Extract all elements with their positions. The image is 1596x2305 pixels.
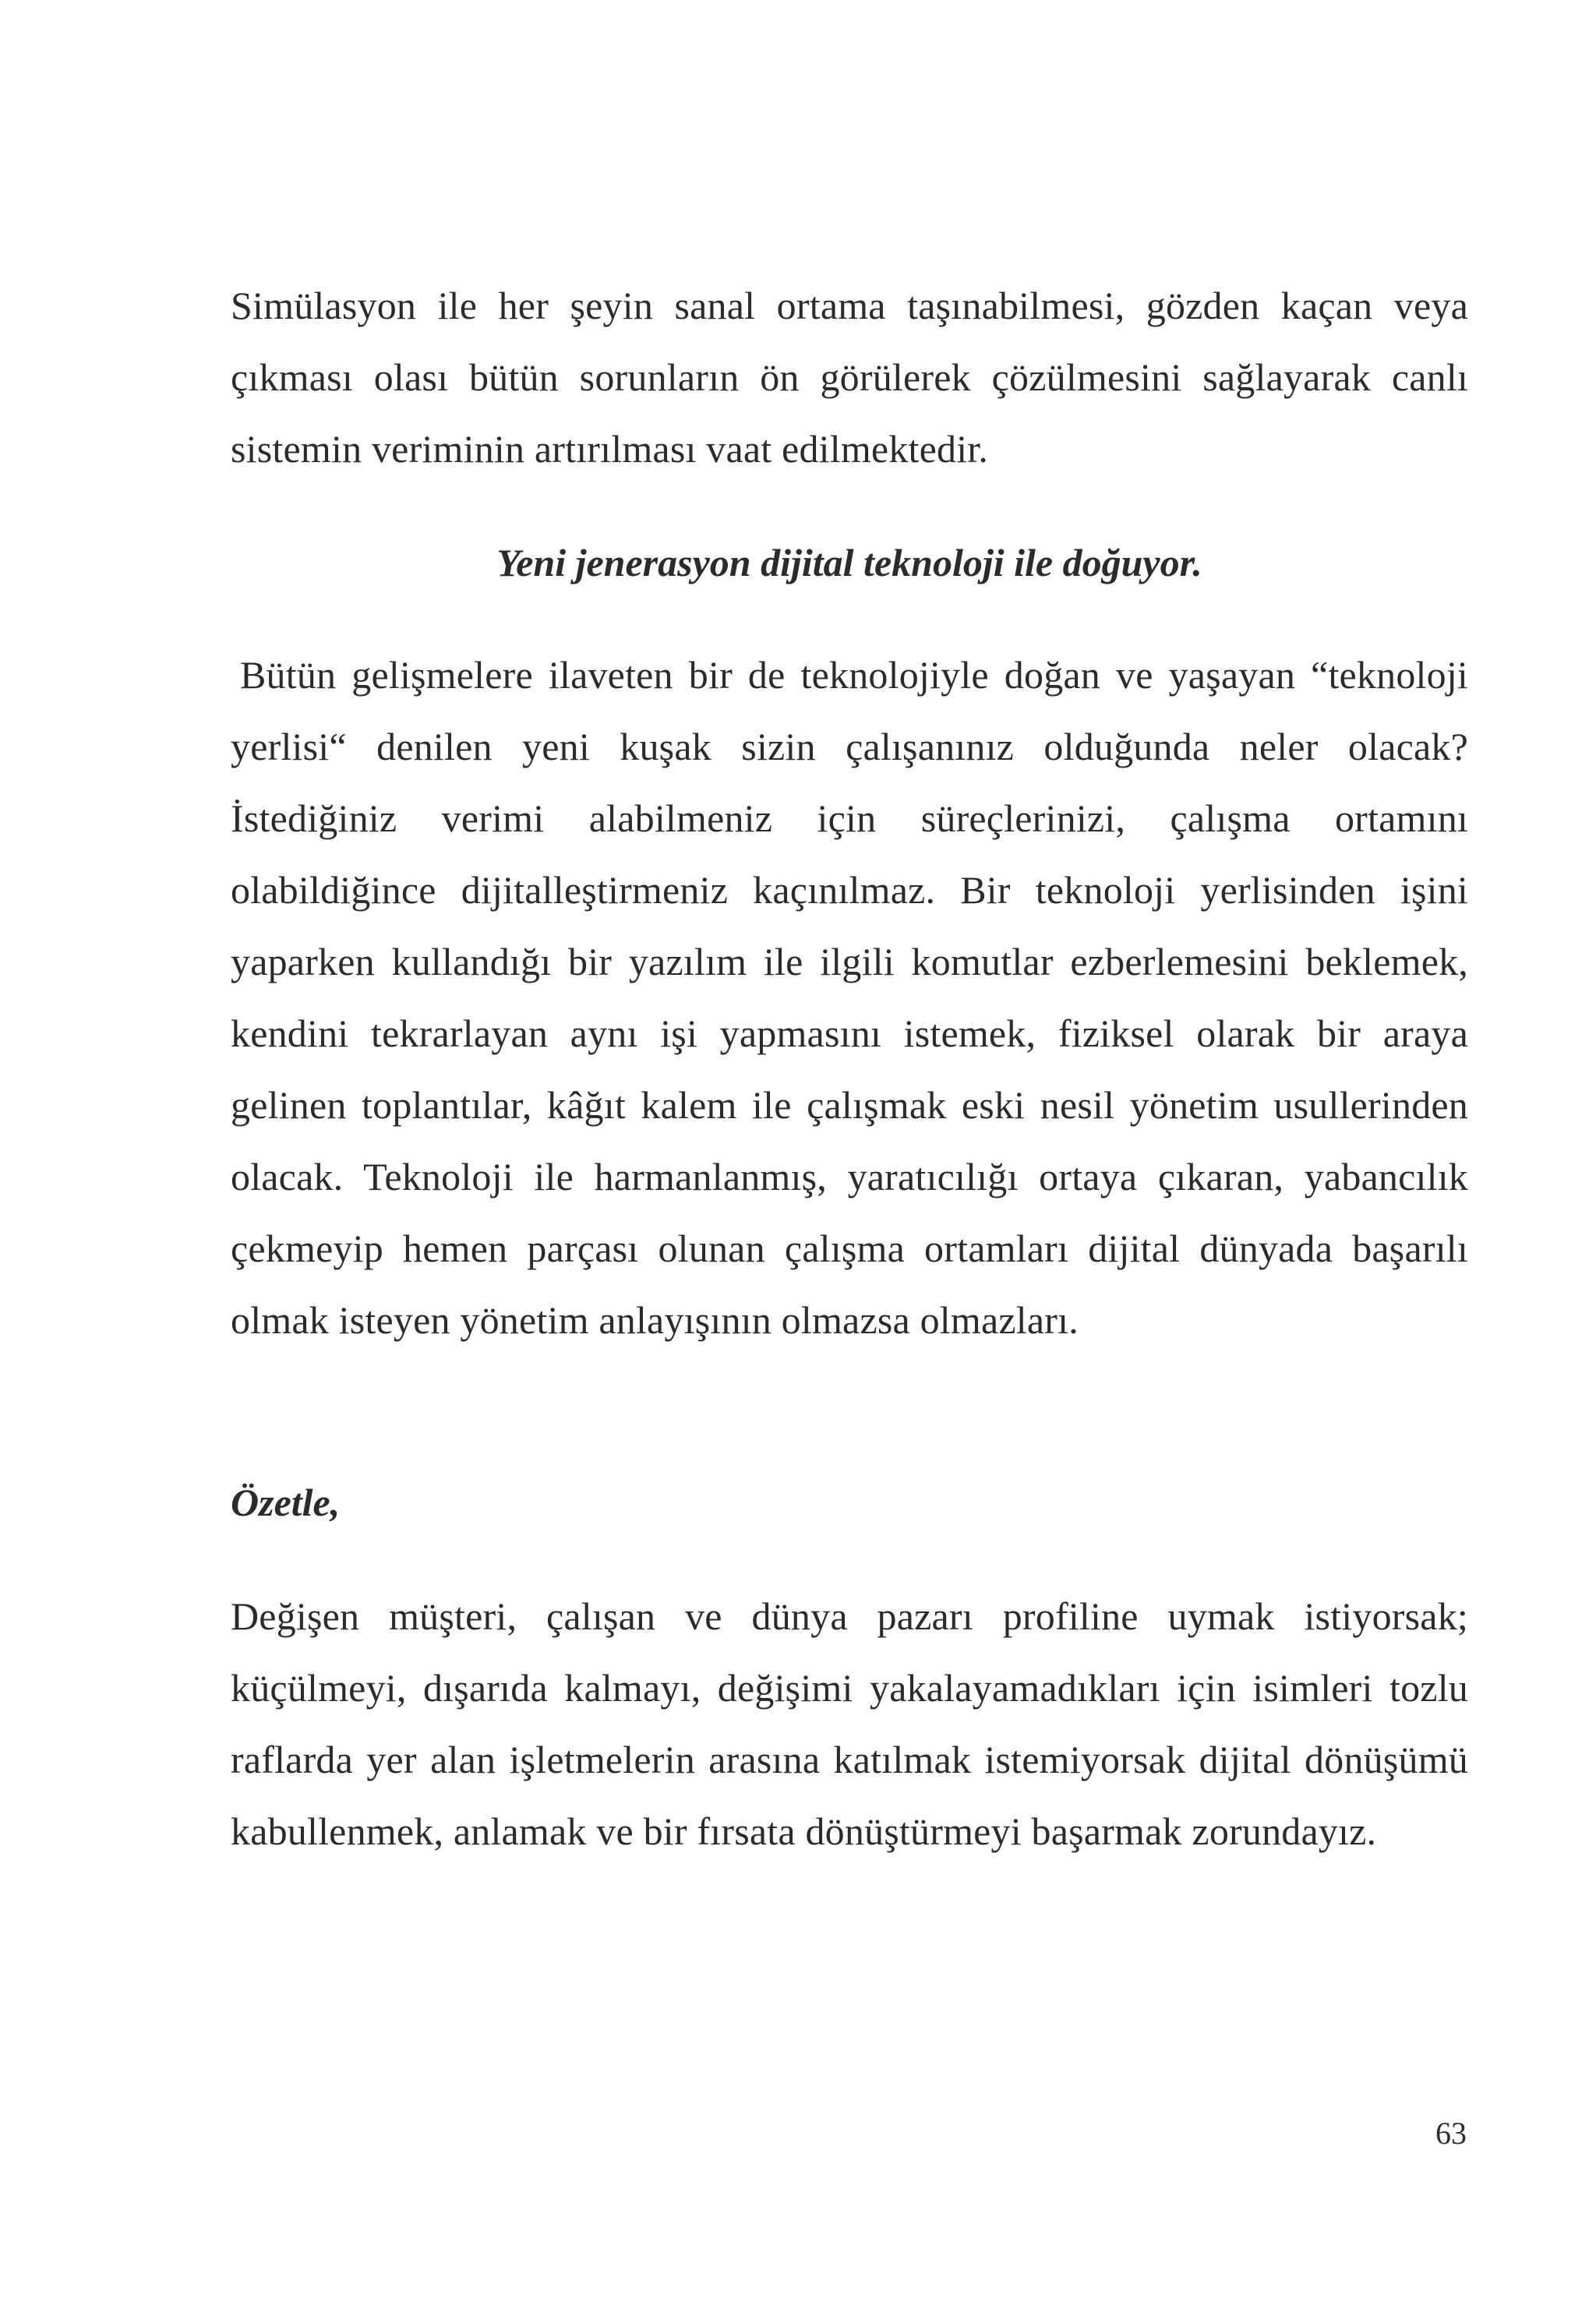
paragraph-simulation: Simülasyon ile her şeyin sanal ortama taşınabilmesi, gözden kaçan veya çıkması olası bütün sorunların ön görülerek çözülmesini sağlayarak canlı sistemin veriminin artırılması vaat edilmektedir. xyxy=(231,284,1468,471)
paragraph-technology-natives: Bütün gelişmelere ilaveten bir de teknolojiyle doğan ve yaşayan “teknoloji yerlisi“ denilen yeni kuşak sizin çalışanınız olduğunda neler olacak? İstediğiniz verimi alabilmeniz için süreçlerinizi, çalışma ortamını olabildiğince dijitalleştirmeniz kaçınılmaz. Bir teknoloji yerlisinden işini yaparken kullandığı bir yazılım ile ilgili komutlar ezberlemesini beklemek, kendini tekrarlayan aynı işi yapmasını istemek, fiziksel olarak bir araya gelinen toplantılar, kâğıt kalem ile çalışmak eski nesil yönetim usullerinden olacak. Teknoloji ile harmanlanmış, yaratıcılığı ortaya çıkaran, yabancılık çekmeyip hemen parçası olunan çalışma ortamları dijital dünyada başarılı olmak isteyen yönetim anlayışının olmazsa olmazları. xyxy=(231,653,1468,1342)
summary-heading: Özetle, xyxy=(231,1481,341,1524)
paragraph-summary: Değişen müşteri, çalışan ve dünya pazarı profiline uymak istiyorsak; küçülmeyi, dışarıda kalmayı, değişimi yakalayamadıkları için isimleri tozlu raflarda yer alan işletmelerin arasına katılmak istemiyorsak dijital dönüşümü kabullenmek, anlamak ve bir fırsata dönüştürmeyi başarmak zorundayız. xyxy=(231,1594,1468,1853)
section-subheading: Yeni jenerasyon dijital teknoloji ile doğuyor. xyxy=(496,541,1202,584)
page-number: 63 xyxy=(1435,2116,1467,2151)
